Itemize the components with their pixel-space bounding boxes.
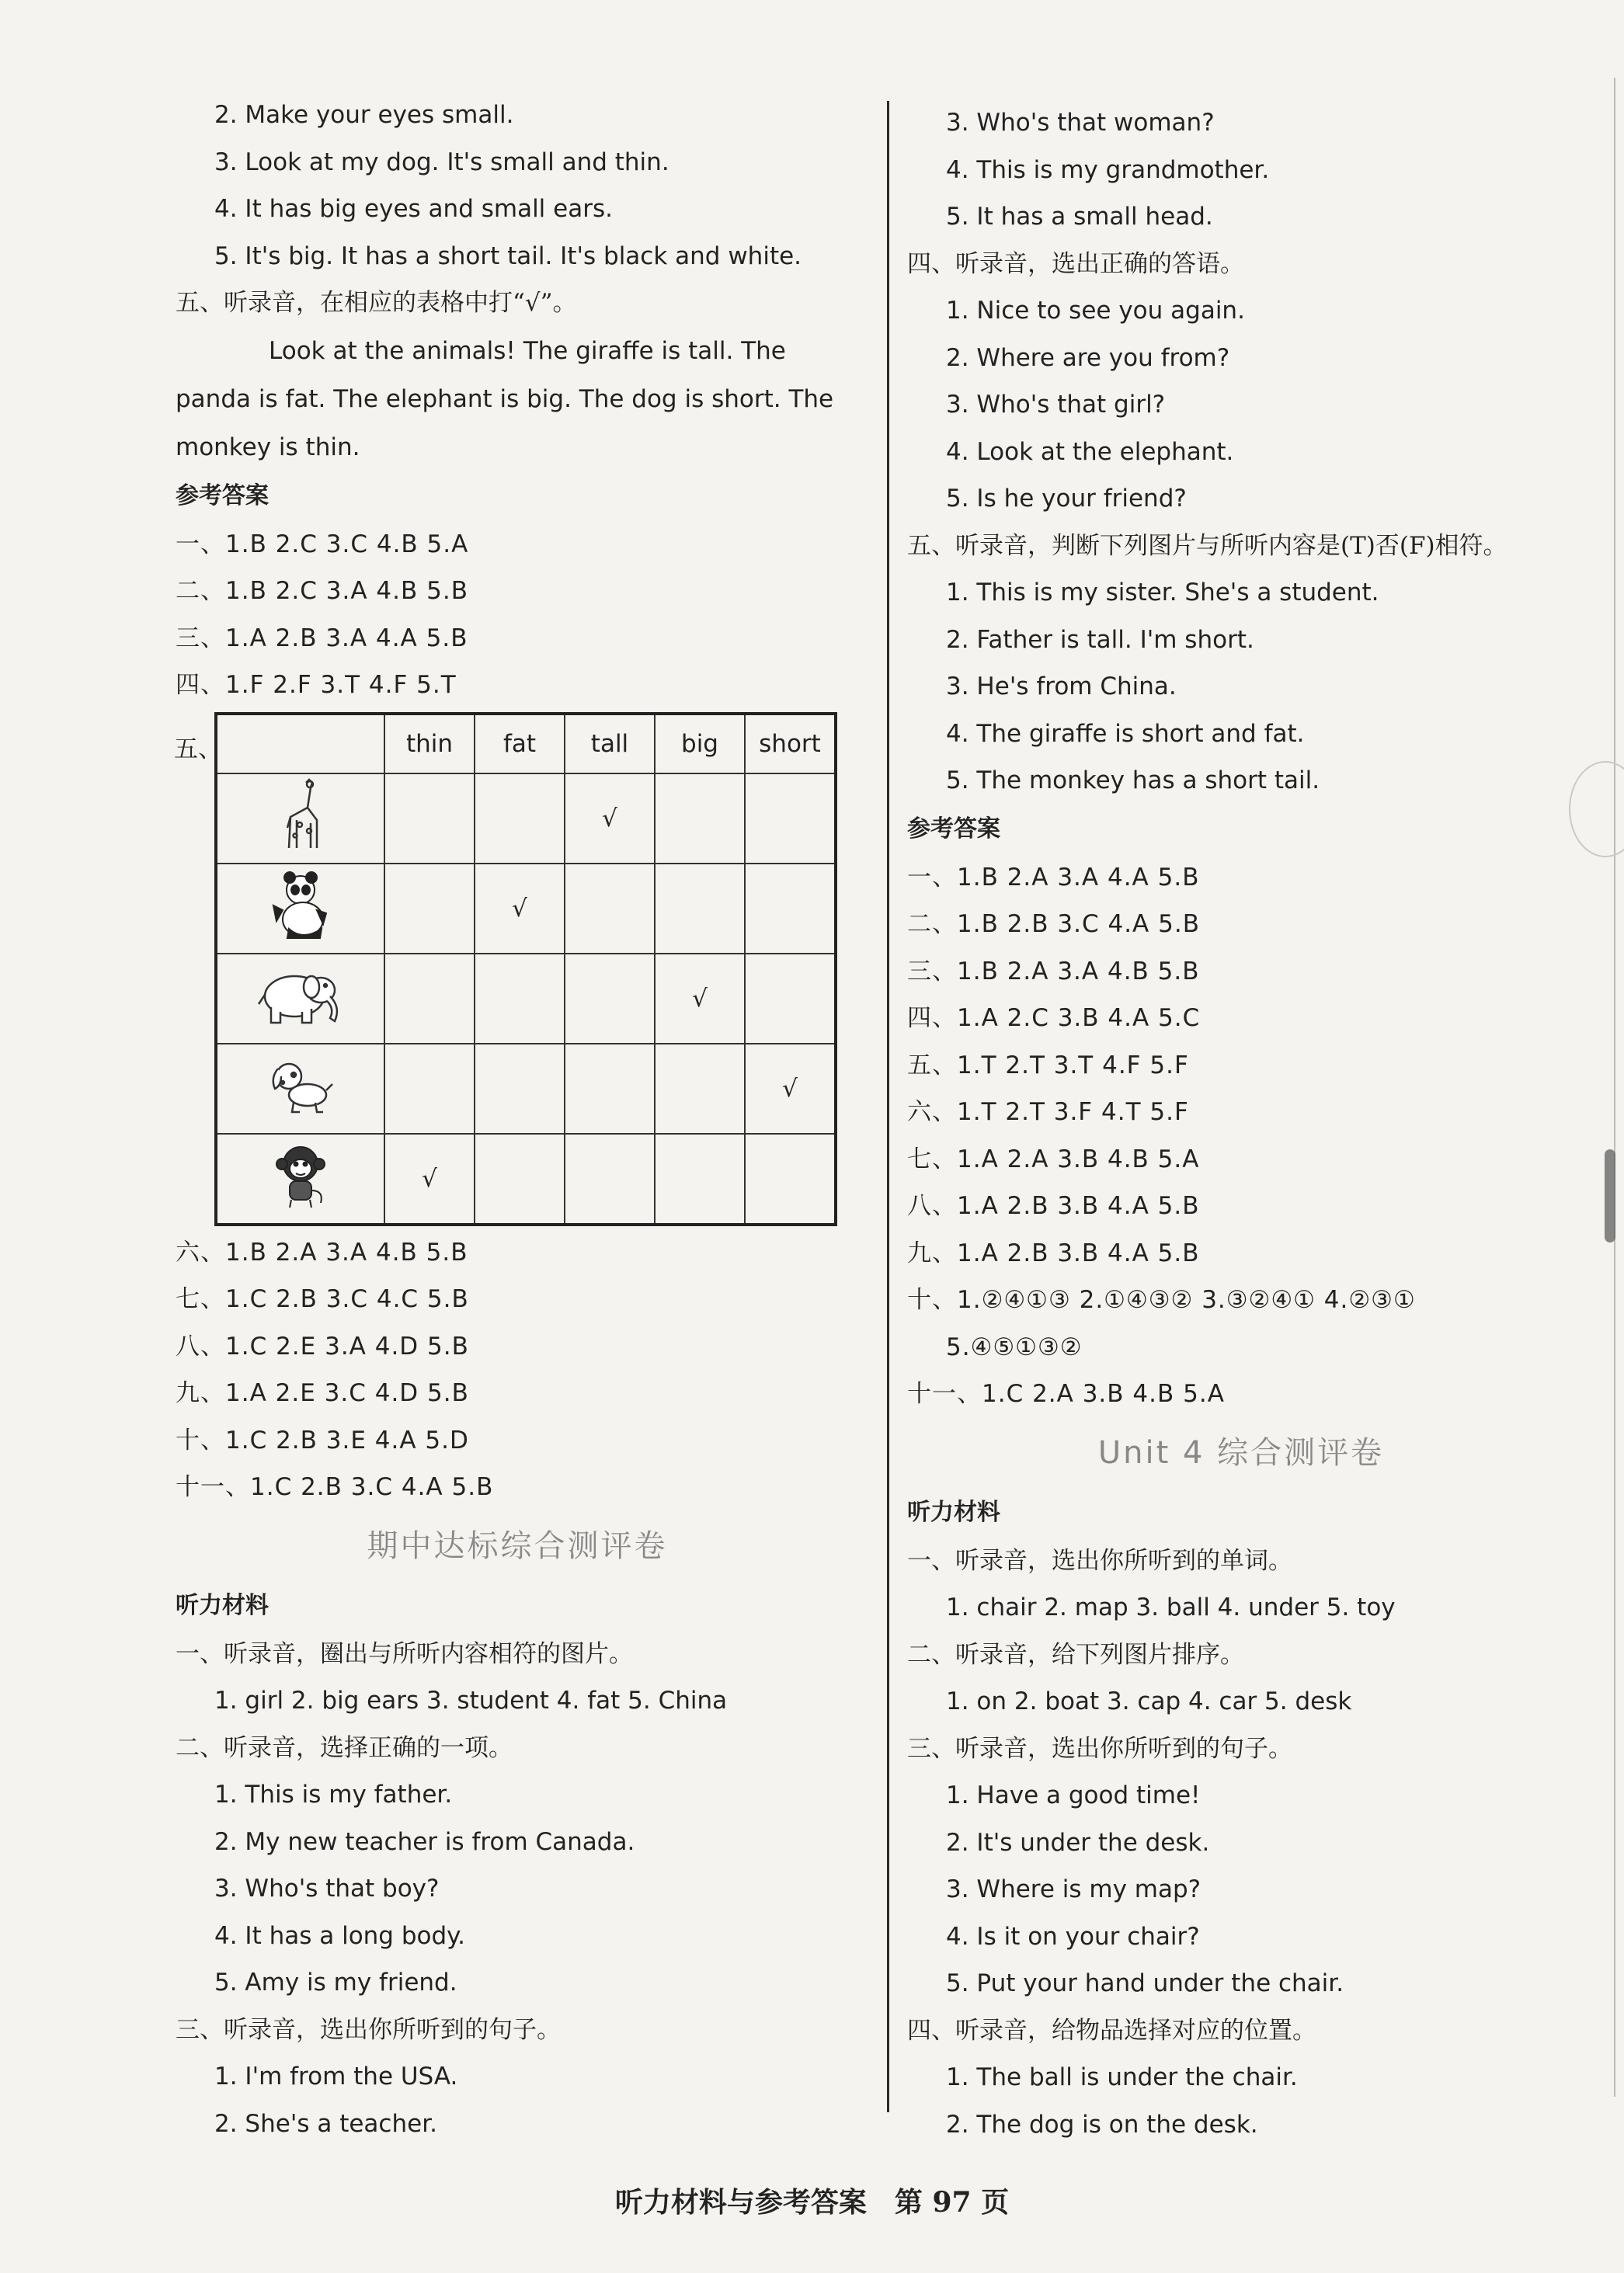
text-line: 1. I'm from the USA. [214,2063,458,2091]
answers-heading: 参考答案 [907,815,1000,843]
cell [655,864,745,954]
table-row-giraffe [216,773,836,864]
answer-line: 三、1.A 2.B 3.A 4.A 5.B [176,624,468,652]
text-line: 1. The ball is under the chair. [946,2063,1298,2091]
cell [384,864,475,954]
table-corner-cell [216,714,384,773]
cell [475,954,565,1044]
text-line: 4. Is it on your chair? [946,1922,1200,1951]
text-line: 2. Where are you from? [946,343,1230,372]
check-mark: √ [475,864,565,954]
col-header-short: short [745,714,836,773]
text-line: 1. This is my father. [214,1781,453,1809]
answer-line: 四、1.F 2.F 3.T 4.F 5.T [176,671,457,699]
midterm-title: 期中达标综合测评卷 [367,1527,668,1564]
check-mark: √ [565,773,655,864]
text-line: 1. chair 2. map 3. ball 4. under 5. toy [946,1594,1396,1621]
cell [655,1134,745,1225]
section-heading: 二、听录音，选择正确的一项。 [176,1733,513,1762]
col-header-big: big [655,714,745,773]
page-footer: 听力材料与参考答案 第 97 页 [614,2186,1010,2219]
answer-line: 六、1.T 2.T 3.F 4.T 5.F [907,1098,1189,1126]
cell [565,864,655,954]
animal-answer-table [214,712,837,1226]
text-line: 5. The monkey has a short tail. [946,766,1320,794]
text-line: 2. It's under the desk. [946,1828,1210,1857]
col-header-fat: fat [475,714,565,773]
cell [565,954,655,1044]
table-row-panda [216,864,836,954]
section-heading: 一、听录音，选出你所听到的单词。 [907,1546,1292,1575]
page-edge-line [1614,78,1615,2097]
answer-line: 七、1.A 2.A 3.B 4.B 5.A [907,1145,1200,1173]
table-row-dog [216,1044,836,1134]
text-line: 2. The dog is on the desk. [946,2110,1258,2139]
listening-heading: 听力材料 [176,1591,269,1619]
answer-line: 七、1.C 2.B 3.C 4.C 5.B [176,1285,469,1313]
text-line: 4. The giraffe is short and fat. [946,719,1305,748]
text-line: 2. My new teacher is from Canada. [214,1827,635,1856]
answer-line: 十、1.②④①③ 2.①④③② 3.③②④① 4.②③① [907,1286,1416,1314]
text-line: 1. girl 2. big ears 3. student 4. fat 5. China [214,1687,728,1715]
section-heading: 四、听录音，给物品选择对应的位置。 [907,2016,1316,2045]
listening-heading: 听力材料 [907,1498,1000,1526]
answer-line: 5.④⑤①③② [946,1333,1083,1361]
section-heading: 一、听录音，圈出与所听内容相符的图片。 [176,1639,633,1668]
answer-line: 五、1.T 2.T 3.T 4.F 5.F [907,1051,1189,1079]
answer-table-block [176,712,859,1225]
answer-line: 二、1.B 2.B 3.C 4.A 5.B [907,910,1200,938]
text-line: 4. It has big eyes and small ears. [214,195,613,223]
table-label: 五、 [174,735,222,763]
corner-stamp [1569,761,1624,857]
col-header-tall: tall [565,714,655,773]
cell [745,954,836,1044]
table-row-elephant [216,954,836,1044]
answer-line: 二、1.B 2.C 3.A 4.B 5.B [176,577,468,605]
text-line: 1. on 2. boat 3. cap 4. car 5. desk [946,1687,1352,1715]
text-line: 5. It has a small head. [946,203,1213,231]
text-line: 4. It has a long body. [214,1921,465,1950]
cell [565,1134,655,1225]
listening-paragraph: Look at the animals! The giraffe is tall. The panda is fat. The elephant is big. The dog is short. The monkey is thin. [176,336,834,461]
col-header-thin: thin [384,714,475,773]
left-column [176,92,859,2147]
section-heading: 三、听录音，选出你所听到的句子。 [176,2015,561,2044]
column-divider [887,101,889,2112]
section-heading: 二、听录音，给下列图片排序。 [907,1640,1244,1669]
text-line: 3. Look at my dog. It's small and thin. [214,148,669,176]
text-line: 2. She's a teacher. [214,2109,437,2138]
cell [565,1044,655,1134]
text-line: 3. Where is my map? [946,1875,1201,1903]
table-header-row [216,714,836,773]
right-column [907,99,1575,2148]
elephant-icon [216,954,384,1044]
answer-line: 十、1.C 2.B 3.E 4.A 5.D [176,1426,469,1455]
section-heading: 五、听录音，判断下列图片与所听内容是(T)否(F)相符。 [907,531,1508,560]
cell [475,773,565,864]
unit4-title: Unit 4 综合测评卷 [1097,1434,1385,1471]
text-line: 1. This is my sister. She's a student. [946,579,1379,606]
cell [655,1044,745,1134]
cell [655,773,745,864]
cell [384,773,475,864]
text-line: 5. Is he your friend? [946,485,1187,513]
answer-line: 六、1.B 2.A 3.A 4.B 5.B [176,1238,468,1267]
dog-icon [216,1044,384,1134]
cell [475,1134,565,1225]
answer-line: 十一、1.C 2.A 3.B 4.B 5.A [907,1380,1225,1408]
text-line: 5. Amy is my friend. [214,1969,457,1997]
text-line: 4. Look at the elephant. [946,437,1234,466]
panda-icon [216,864,384,954]
cell [384,1044,475,1134]
binding-mark [1605,1149,1615,1243]
answer-line: 八、1.C 2.E 3.A 4.D 5.B [176,1332,469,1361]
section-heading: 四、听录音，选出正确的答语。 [907,249,1244,278]
text-line: 3. Who's that woman? [946,109,1215,137]
answer-line: 一、1.B 2.A 3.A 4.A 5.B [907,863,1200,891]
cell [745,864,836,954]
check-mark: √ [384,1134,475,1225]
text-line: 2. Make your eyes small. [214,101,514,129]
text-line: 1. Have a good time! [946,1781,1201,1809]
text-line: 3. He's from China. [946,673,1177,700]
text-line: 2. Father is tall. I'm short. [946,625,1254,654]
text-line: 4. This is my grandmother. [946,155,1270,184]
answer-line: 一、1.B 2.C 3.C 4.B 5.A [176,530,469,558]
answer-line: 九、1.A 2.B 3.B 4.A 5.B [907,1239,1200,1267]
table-row-monkey [216,1134,836,1225]
text-line: 5. It's big. It has a short tail. It's black and white. [214,242,802,270]
text-line: 3. Who's that boy? [214,1875,440,1903]
cell [384,954,475,1044]
section-heading: 五、听录音，在相应的表格中打“√”。 [176,289,577,317]
answer-line: 九、1.A 2.E 3.C 4.D 5.B [176,1379,469,1407]
text-line: 1. Nice to see you again. [946,297,1245,325]
text-line: 3. Who's that girl? [946,391,1166,419]
check-mark: √ [655,954,745,1044]
cell [475,1044,565,1134]
giraffe-icon [216,773,384,864]
answer-line: 四、1.A 2.C 3.B 4.A 5.C [907,1004,1201,1032]
check-mark: √ [745,1044,836,1134]
answer-line: 十一、1.C 2.B 3.C 4.A 5.B [176,1473,494,1501]
section-heading: 三、听录音，选出你所听到的句子。 [907,1734,1292,1763]
text-line: 5. Put your hand under the chair. [946,1969,1344,1997]
cell [745,773,836,864]
answer-line: 三、1.B 2.A 3.A 4.B 5.B [907,957,1200,985]
monkey-icon [216,1134,384,1225]
answer-line: 八、1.A 2.B 3.B 4.A 5.B [907,1192,1200,1220]
answers-heading: 参考答案 [176,481,269,509]
cell [745,1134,836,1225]
